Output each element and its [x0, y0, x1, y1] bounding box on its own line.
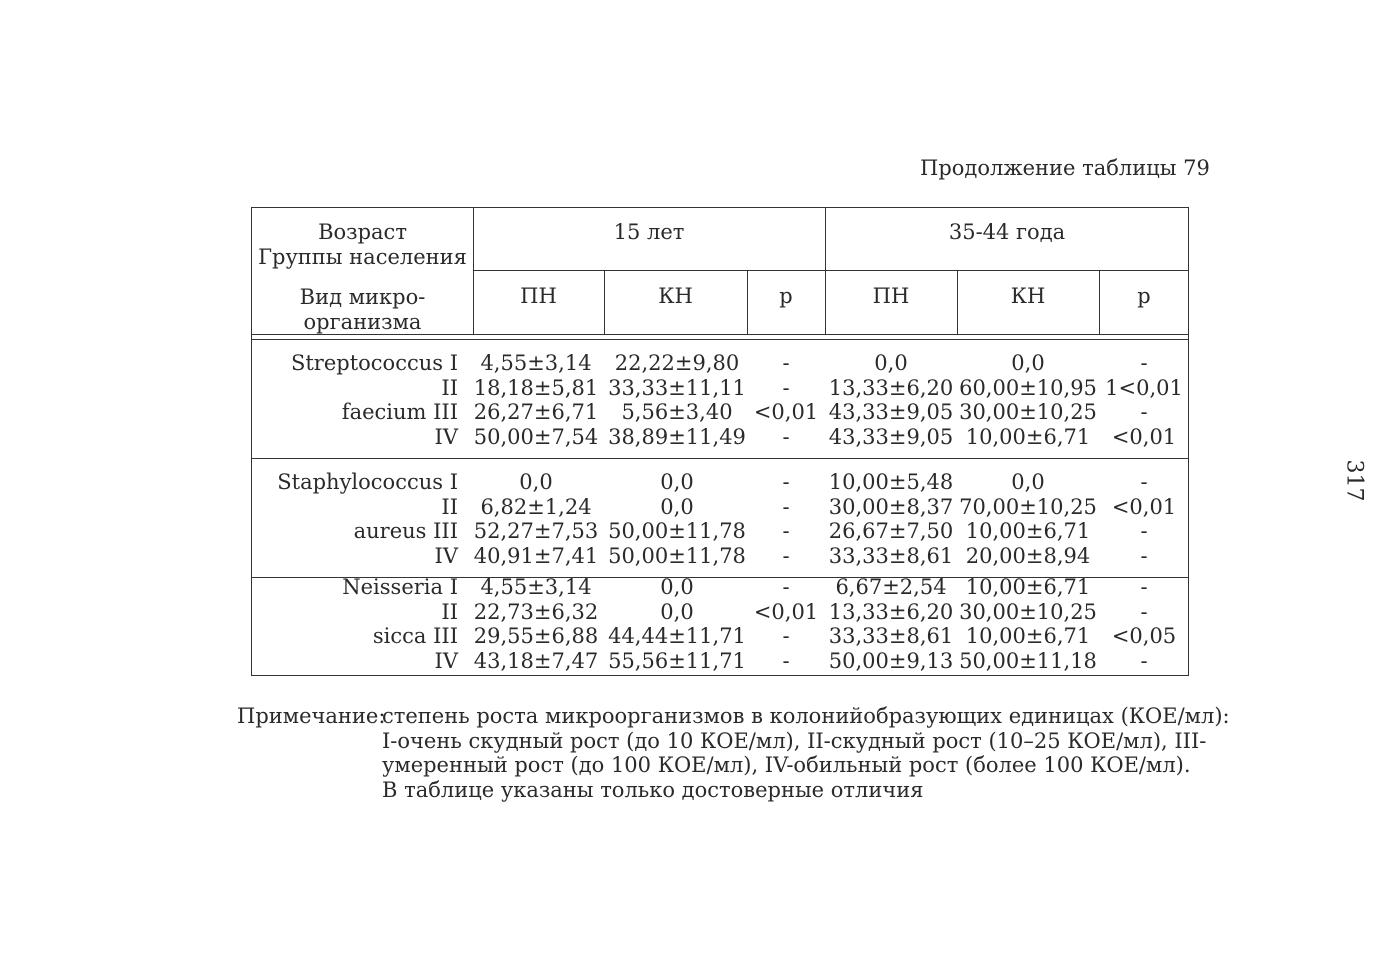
- table-cell: -: [782, 519, 790, 543]
- table-cell: 50,00±7,54: [473, 424, 599, 449]
- table-cell: -: [782, 624, 790, 648]
- header-bottom-rule-2: [252, 339, 1188, 340]
- table-cell: 4,55±3,14: [480, 351, 592, 375]
- table-cell: 60,00±10,95: [959, 375, 1097, 400]
- table-cell: 0,0: [874, 351, 908, 375]
- table-cell: -: [1140, 599, 1148, 624]
- table-cell: 10,00±6,71: [965, 624, 1091, 648]
- table-cell: 10,00±6,71: [965, 575, 1091, 599]
- table-cell: 0,0: [660, 599, 694, 624]
- table-cell: 10,00±6,71: [965, 424, 1091, 449]
- table-cell: <0,01: [1111, 424, 1177, 449]
- table-cell: 50,00±11,18: [959, 648, 1097, 673]
- row-label: II: [441, 599, 458, 624]
- table-cell: 6,82±1,24: [480, 494, 592, 519]
- table-cell: -: [782, 543, 790, 568]
- table-cell: 43,33±9,05: [828, 400, 954, 424]
- table-cell: 0,0: [1011, 470, 1045, 494]
- row-label: Streptococcus I: [290, 351, 458, 375]
- header-col-p-1: р: [779, 284, 793, 308]
- header-species-label-2: организма: [303, 310, 422, 334]
- table-cell: 50,00±11,78: [608, 543, 746, 568]
- row-label: Neisseria I: [342, 575, 458, 599]
- table-cell: 38,89±11,49: [608, 424, 746, 449]
- table-cell: 1<0,01: [1105, 375, 1183, 400]
- table-cell: -: [1140, 351, 1148, 375]
- table-cell: 30,00±10,25: [959, 400, 1097, 424]
- row-label: IV: [434, 424, 458, 449]
- note-line: степень роста микроорганизмов в колонийобразующих единицах (КОЕ/мл):: [382, 704, 1230, 728]
- row-label: Staphylococcus I: [277, 470, 458, 494]
- table-cell: -: [1140, 400, 1148, 424]
- header-species-label-1: Вид микро-: [299, 285, 426, 309]
- row-label: II: [441, 375, 458, 400]
- table-cell: <0,01: [1111, 494, 1177, 519]
- table-cell: 22,73±6,32: [473, 599, 599, 624]
- table-cell: -: [1140, 648, 1148, 673]
- table-cell: 70,00±10,25: [959, 494, 1097, 519]
- header-group-35-44: 35-44 года: [948, 220, 1066, 244]
- table-cell: 0,0: [660, 470, 694, 494]
- table-cell: <0,01: [753, 599, 819, 624]
- table-cell: 55,56±11,71: [608, 648, 746, 673]
- table-cell: 10,00±6,71: [965, 519, 1091, 543]
- table-cell: 40,91±7,41: [473, 543, 599, 568]
- table-cell: 30,00±8,37: [828, 494, 954, 519]
- table-cell: -: [782, 351, 790, 375]
- table-cell: -: [782, 424, 790, 449]
- row-label: II: [441, 494, 458, 519]
- table-cell: -: [1140, 519, 1148, 543]
- table-cell: 26,67±7,50: [828, 519, 954, 543]
- table-cell: -: [782, 470, 790, 494]
- table-cell: 52,27±7,53: [473, 519, 599, 543]
- table-cell: <0,05: [1111, 624, 1177, 648]
- note-label: Примечание:: [237, 704, 386, 728]
- table-cell: 4,55±3,14: [480, 575, 592, 599]
- table-cell: 33,33±11,11: [608, 375, 746, 400]
- table-cell: 26,27±6,71: [473, 400, 599, 424]
- header-col-p-2: р: [1137, 284, 1151, 308]
- note-line: I-очень скудный рост (до 10 КОЕ/мл), II-скудный рост (10–25 КОЕ/мл), III-: [382, 728, 1207, 753]
- table-cell: 43,18±7,47: [473, 648, 599, 673]
- table-cell: -: [782, 375, 790, 400]
- table-cell: 0,0: [660, 494, 694, 519]
- section-rule-1: [252, 458, 1188, 459]
- table-cell: 50,00±11,78: [608, 519, 746, 543]
- table-cell: 22,22±9,80: [614, 351, 740, 375]
- header-col-kn-2: КН: [1010, 284, 1046, 308]
- header-col-kn-1: КН: [658, 284, 693, 308]
- header-col-pn-2: ПН: [872, 284, 910, 308]
- table-cell: -: [782, 575, 790, 599]
- header-col-pn-1: ПН: [520, 284, 557, 308]
- header-age-label-2: Группы населения: [258, 245, 467, 269]
- table-cell: -: [1140, 575, 1148, 599]
- table-cell: 29,55±6,88: [473, 624, 599, 648]
- header-divider: [473, 270, 1188, 271]
- row-label: sicca III: [372, 624, 458, 648]
- table-cell: 30,00±10,25: [959, 599, 1097, 624]
- table-cell: <0,01: [753, 400, 819, 424]
- table-cell: 0,0: [1011, 351, 1045, 375]
- table-cell: 33,33±8,61: [828, 543, 954, 568]
- header-group-15: 15 лет: [613, 220, 685, 244]
- note-body: [382, 704, 1232, 802]
- note-line: В таблице указаны только достоверные отличия: [382, 777, 924, 802]
- table-cell: 44,44±11,71: [608, 624, 746, 648]
- page-number: 317: [1341, 459, 1367, 502]
- table-cell: 20,00±8,94: [965, 543, 1091, 568]
- table-cell: 50,00±9,13: [828, 648, 954, 673]
- table-cell: 13,33±6,20: [828, 375, 954, 400]
- table-cell: 13,33±6,20: [828, 599, 954, 624]
- table-cell: 0,0: [519, 470, 553, 494]
- table-cell: 10,00±5,48: [828, 470, 954, 494]
- table-cell: 18,18±5,81: [473, 375, 599, 400]
- table-caption: Продолжение таблицы 79: [920, 156, 1210, 180]
- table-cell: -: [1140, 543, 1148, 568]
- table-cell: 43,33±9,05: [828, 424, 954, 449]
- note-line: умеренный рост (до 100 КОЕ/мл), IV-обильный рост (более 100 КОЕ/мл).: [382, 753, 1191, 777]
- data-table: [251, 207, 1189, 676]
- row-label: IV: [434, 648, 458, 673]
- table-cell: 0,0: [660, 575, 694, 599]
- row-label: IV: [434, 543, 458, 568]
- table-cell: -: [782, 494, 790, 519]
- table-cell: 33,33±8,61: [828, 624, 954, 648]
- table-cell: -: [782, 648, 790, 673]
- table-cell: 6,67±2,54: [835, 575, 947, 599]
- table-cell: -: [1140, 470, 1148, 494]
- header-age-label-1: Возраст: [318, 220, 407, 244]
- row-label: faecium III: [341, 400, 458, 424]
- table-cell: 5,56±3,40: [621, 400, 733, 424]
- row-label: aureus III: [353, 519, 458, 543]
